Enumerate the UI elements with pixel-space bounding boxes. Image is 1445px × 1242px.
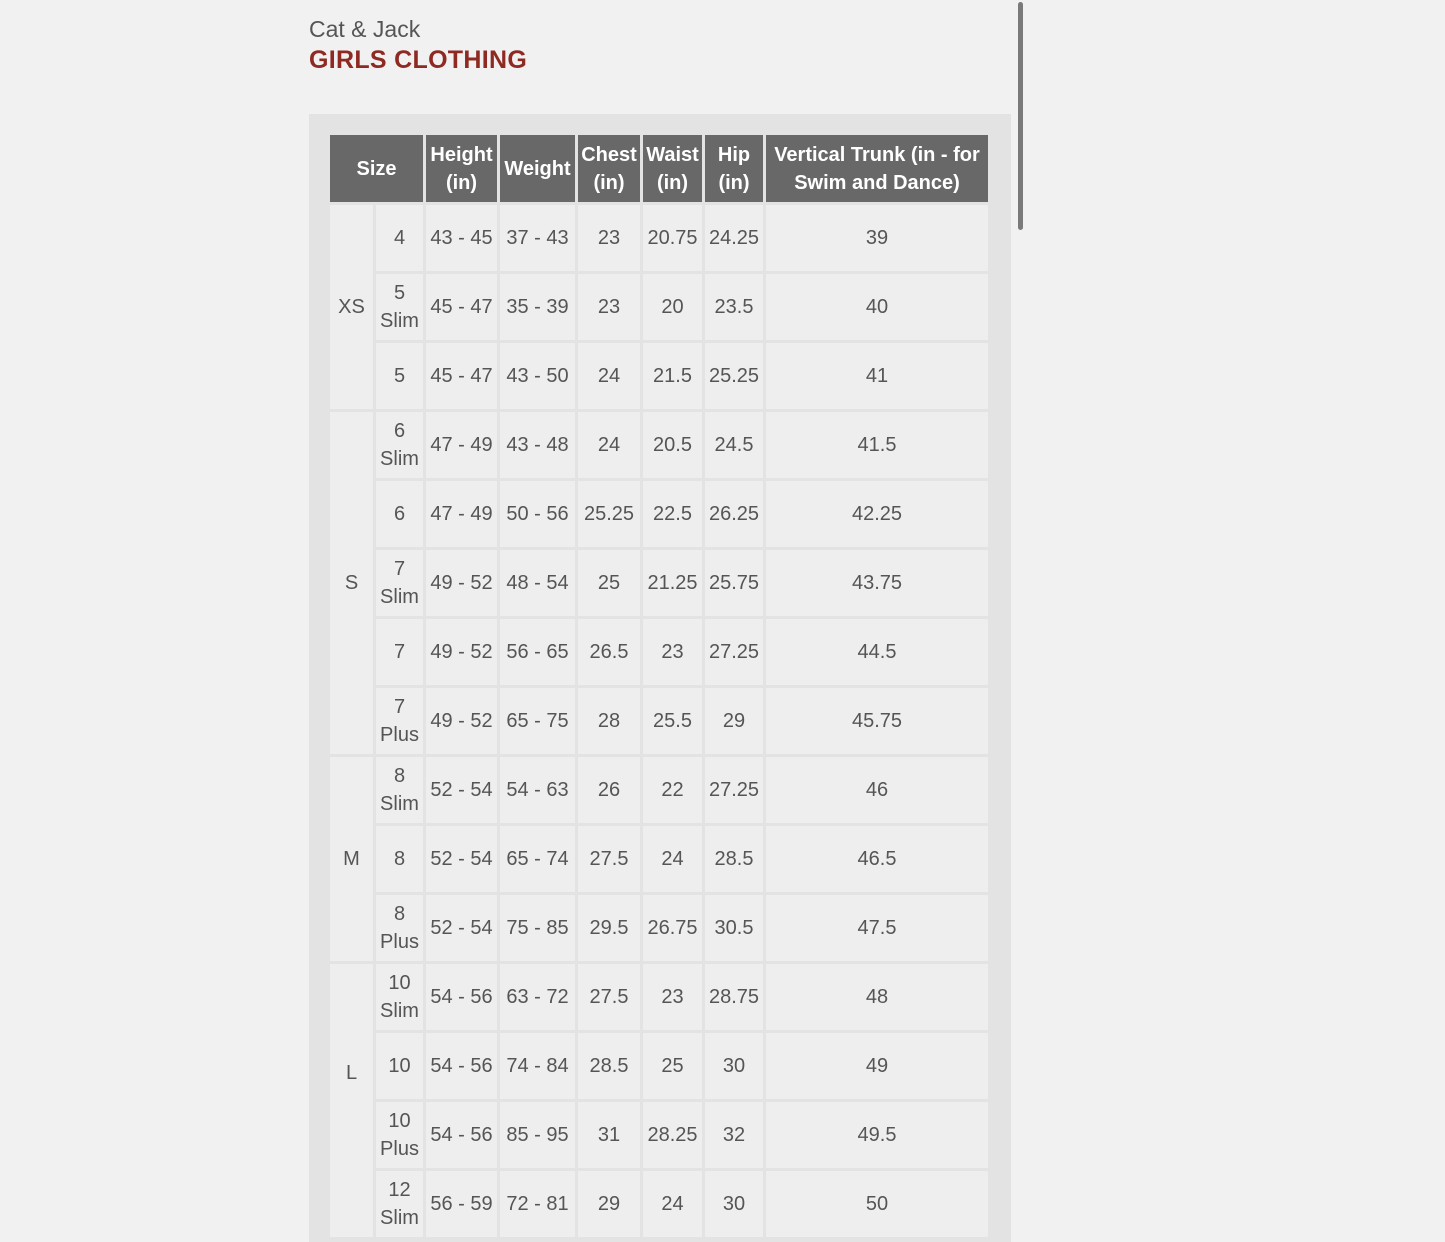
waist-cell: 28.25 xyxy=(643,1102,702,1168)
table-row xyxy=(330,343,988,409)
hip-cell: 24.5 xyxy=(705,412,763,478)
header-waist: Waist (in) xyxy=(643,135,702,202)
waist-cell: 22.5 xyxy=(643,481,702,547)
size-group-xs: XS xyxy=(330,205,373,409)
chest-cell: 24 xyxy=(578,412,640,478)
height-cell: 49 - 52 xyxy=(426,550,497,616)
weight-cell: 75 - 85 xyxy=(500,895,575,961)
table-row xyxy=(330,412,988,478)
height-cell: 47 - 49 xyxy=(426,412,497,478)
scrollbar-thumb[interactable] xyxy=(1018,2,1023,230)
height-cell: 54 - 56 xyxy=(426,1102,497,1168)
size-cell: 8 xyxy=(376,826,423,892)
height-cell: 49 - 52 xyxy=(426,619,497,685)
size-group-l-label: L xyxy=(345,1062,358,1084)
chest-cell: 28 xyxy=(578,688,640,754)
table-row xyxy=(330,757,988,823)
weight-cell: 43 - 50 xyxy=(500,343,575,409)
trunk-cell: 45.75 xyxy=(766,688,988,754)
table-row xyxy=(330,688,988,754)
trunk-cell: 49 xyxy=(766,1033,988,1099)
trunk-cell: 47.5 xyxy=(766,895,988,961)
waist-cell: 24 xyxy=(643,826,702,892)
waist-cell: 20 xyxy=(643,274,702,340)
hip-cell: 30 xyxy=(705,1033,763,1099)
waist-cell: 21.5 xyxy=(643,343,702,409)
trunk-cell: 49.5 xyxy=(766,1102,988,1168)
hip-cell: 29 xyxy=(705,688,763,754)
header-height: Height (in) xyxy=(426,135,497,202)
waist-cell: 20.75 xyxy=(643,205,702,271)
weight-cell: 65 - 74 xyxy=(500,826,575,892)
chest-cell: 25.25 xyxy=(578,481,640,547)
height-cell: 52 - 54 xyxy=(426,826,497,892)
table-row xyxy=(330,274,988,340)
chest-cell: 23 xyxy=(578,274,640,340)
height-cell: 56 - 59 xyxy=(426,1171,497,1237)
hip-cell: 26.25 xyxy=(705,481,763,547)
weight-cell: 54 - 63 xyxy=(500,757,575,823)
trunk-cell: 41 xyxy=(766,343,988,409)
table-row xyxy=(330,964,988,1030)
chest-cell: 29.5 xyxy=(578,895,640,961)
hip-cell: 32 xyxy=(705,1102,763,1168)
section-title: GIRLS CLOTHING xyxy=(309,46,528,74)
hip-cell: 27.25 xyxy=(705,619,763,685)
size-cell: 10 Slim xyxy=(376,964,423,1030)
chest-cell: 23 xyxy=(578,205,640,271)
trunk-cell: 39 xyxy=(766,205,988,271)
brand-name: Cat & Jack xyxy=(309,16,421,42)
weight-cell: 72 - 81 xyxy=(500,1171,575,1237)
size-cell: 10 Plus xyxy=(376,1102,423,1168)
waist-cell: 21.25 xyxy=(643,550,702,616)
hip-cell: 30 xyxy=(705,1171,763,1237)
table-row xyxy=(330,826,988,892)
trunk-cell: 48 xyxy=(766,964,988,1030)
height-cell: 52 - 54 xyxy=(426,757,497,823)
weight-cell: 56 - 65 xyxy=(500,619,575,685)
size-cell: 7 xyxy=(376,619,423,685)
weight-cell: 48 - 54 xyxy=(500,550,575,616)
weight-cell: 65 - 75 xyxy=(500,688,575,754)
table-row xyxy=(330,1033,988,1099)
header-hip: Hip (in) xyxy=(705,135,763,202)
trunk-cell: 46 xyxy=(766,757,988,823)
waist-cell: 20.5 xyxy=(643,412,702,478)
waist-cell: 26.75 xyxy=(643,895,702,961)
size-cell: 6 Slim xyxy=(376,412,423,478)
size-group-m: M xyxy=(330,757,373,961)
height-cell: 54 - 56 xyxy=(426,1033,497,1099)
hip-cell: 23.5 xyxy=(705,274,763,340)
size-cell: 10 xyxy=(376,1033,423,1099)
trunk-cell: 46.5 xyxy=(766,826,988,892)
hip-cell: 24.25 xyxy=(705,205,763,271)
height-cell: 43 - 45 xyxy=(426,205,497,271)
height-cell: 47 - 49 xyxy=(426,481,497,547)
trunk-cell: 50 xyxy=(766,1171,988,1237)
chest-cell: 27.5 xyxy=(578,826,640,892)
chest-cell: 28.5 xyxy=(578,1033,640,1099)
table-row xyxy=(330,1102,988,1168)
weight-cell: 43 - 48 xyxy=(500,412,575,478)
chest-cell: 27.5 xyxy=(578,964,640,1030)
waist-cell: 23 xyxy=(643,964,702,1030)
trunk-cell: 44.5 xyxy=(766,619,988,685)
size-cell: 7 Plus xyxy=(376,688,423,754)
trunk-cell: 42.25 xyxy=(766,481,988,547)
chest-cell: 25 xyxy=(578,550,640,616)
weight-cell: 35 - 39 xyxy=(500,274,575,340)
table-row xyxy=(330,205,988,271)
hip-cell: 28.5 xyxy=(705,826,763,892)
chest-cell: 29 xyxy=(578,1171,640,1237)
size-cell: 5 xyxy=(376,343,423,409)
waist-cell: 25 xyxy=(643,1033,702,1099)
trunk-cell: 43.75 xyxy=(766,550,988,616)
size-cell: 12 Slim xyxy=(376,1171,423,1237)
height-cell: 52 - 54 xyxy=(426,895,497,961)
table-row xyxy=(330,619,988,685)
header-chest: Chest (in) xyxy=(578,135,640,202)
chest-cell: 24 xyxy=(578,343,640,409)
header-vertical-trunk: Vertical Trunk (in - for Swim and Dance) xyxy=(766,135,988,202)
size-chart-table xyxy=(327,132,991,1240)
chest-cell: 26.5 xyxy=(578,619,640,685)
table-row xyxy=(330,481,988,547)
header-row xyxy=(330,135,988,202)
table-row xyxy=(330,895,988,961)
size-cell: 7 Slim xyxy=(376,550,423,616)
chest-cell: 31 xyxy=(578,1102,640,1168)
waist-cell: 25.5 xyxy=(643,688,702,754)
size-cell: 8 Plus xyxy=(376,895,423,961)
height-cell: 45 - 47 xyxy=(426,343,497,409)
weight-cell: 50 - 56 xyxy=(500,481,575,547)
size-cell: 6 xyxy=(376,481,423,547)
waist-cell: 22 xyxy=(643,757,702,823)
height-cell: 49 - 52 xyxy=(426,688,497,754)
hip-cell: 25.25 xyxy=(705,343,763,409)
header-weight: Weight xyxy=(500,135,575,202)
hip-cell: 27.25 xyxy=(705,757,763,823)
waist-cell: 23 xyxy=(643,619,702,685)
weight-cell: 85 - 95 xyxy=(500,1102,575,1168)
header-size: Size xyxy=(330,135,423,202)
size-cell: 4 xyxy=(376,205,423,271)
table-row xyxy=(330,550,988,616)
chest-cell: 26 xyxy=(578,757,640,823)
weight-cell: 63 - 72 xyxy=(500,964,575,1030)
hip-cell: 28.75 xyxy=(705,964,763,1030)
hip-cell: 25.75 xyxy=(705,550,763,616)
weight-cell: 74 - 84 xyxy=(500,1033,575,1099)
size-group-l xyxy=(330,964,373,1237)
trunk-cell: 41.5 xyxy=(766,412,988,478)
size-cell: 8 Slim xyxy=(376,757,423,823)
waist-cell: 24 xyxy=(643,1171,702,1237)
size-cell: 5 Slim xyxy=(376,274,423,340)
height-cell: 54 - 56 xyxy=(426,964,497,1030)
trunk-cell: 40 xyxy=(766,274,988,340)
weight-cell: 37 - 43 xyxy=(500,205,575,271)
height-cell: 45 - 47 xyxy=(426,274,497,340)
table-row xyxy=(330,1171,988,1237)
size-group-s: S xyxy=(330,412,373,754)
hip-cell: 30.5 xyxy=(705,895,763,961)
